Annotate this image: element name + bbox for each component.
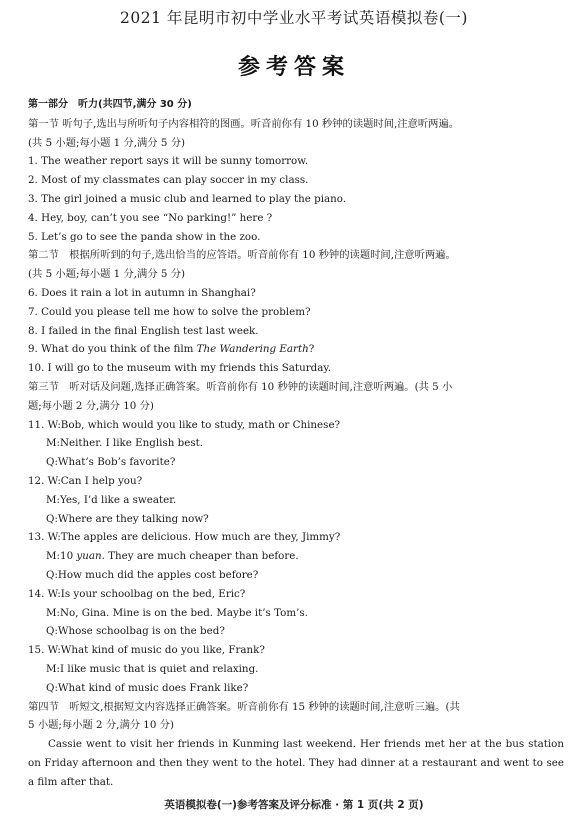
dialogue-15-q: Q:What kind of music does Frank like? xyxy=(46,681,249,694)
section4-scoring: 5 小题;每小题 2 分,满分 10 分) xyxy=(28,719,175,732)
dialogue-12-m: M:Yes, I’d like a sweater. xyxy=(46,493,177,506)
section1-instructions: 第一节 听句子,选出与所听句子内容相符的图画。听音前你有 10 秒钟的读题时间,注意听两遍。 xyxy=(28,117,460,130)
dialogue-14-w: 14. W:Is your schoolbag on the bed, Eric? xyxy=(28,587,246,600)
dialogue-11-m: M:Neither. I like English best. xyxy=(46,437,204,450)
item-7: 7. Could you please tell me how to solve the problem? xyxy=(28,305,311,318)
document-title: 参考答案 xyxy=(237,55,350,80)
dialogue-12-w: 12. W:Can I help you? xyxy=(28,474,143,487)
item-2: 2. Most of my classmates can play soccer in my class. xyxy=(28,174,309,187)
item-9-text: 9. What do you think of the film xyxy=(28,343,197,356)
section1-scoring: (共 5 小题;每小题 1 分,满分 5 分) xyxy=(28,136,186,149)
item-6: 6. Does it rain a lot in autumn in Shanghai? xyxy=(28,286,256,299)
passage-text: Cassie went to visit her friends in Kunming last weekend. Her friends met her at the bus station on Friday afternoon and then they went to the hotel. They had dinner at a restaurant and went to see a film after that. xyxy=(28,738,564,788)
yuan-word: yuan xyxy=(76,550,102,563)
page-footer: 英语模拟卷(一)参考答案及评分标准 · 第 1 页(共 2 页) xyxy=(164,799,424,811)
dialogue-11-w: 11. W:Bob, which would you like to study, math or Chinese? xyxy=(28,418,341,431)
section3-instructions: 第三节 听对话及问题,选择正确答案。听音前你有 10 秒钟的读题时间,注意听两遍。(共 5 小 xyxy=(28,380,453,393)
dialogue-14-m: M:No, Gina. Mine is on the bed. Maybe it’s Tom’s. xyxy=(46,606,308,619)
dialogue-11-q: Q:What’s Bob’s favorite? xyxy=(46,456,176,469)
dialogue-12-q: Q:Where are they talking now? xyxy=(46,512,209,525)
item-5: 5. Let’s go to see the panda show in the zoo. xyxy=(28,230,261,243)
item-10: 10. I will go to the museum with my friends this Saturday. xyxy=(28,362,332,375)
part1-heading: 第一部分 听力(共四节,满分 30 分) xyxy=(28,99,192,110)
section2-instructions: 第二节 根据所听到的句子,选出恰当的应答语。听音前你有 10 秒钟的读题时间,注意听两遍。 xyxy=(28,249,456,262)
dialogue-13-w: 13. W:The apples are delicious. How much are they, Jimmy? xyxy=(28,531,341,544)
dialogue-13-q: Q:How much did the apples cost before? xyxy=(46,568,259,581)
section4-instructions: 第四节 听短文,根据短文内容选择正确答案。听音前你有 15 秒钟的读题时间,注意听三遍。(共 xyxy=(28,700,460,713)
item-8: 8. I failed in the final English test last week. xyxy=(28,324,259,337)
item-3: 3. The girl joined a music club and learned to play the piano. xyxy=(28,192,347,205)
dialogue-13-m-start: M:10 xyxy=(46,550,77,563)
dialogue-14-q: Q:Whose schoolbag is on the bed? xyxy=(46,625,225,638)
dialogue-13-m xyxy=(28,547,564,566)
exam-title: 2021 年昆明市初中学业水平考试英语模拟卷(一) xyxy=(120,9,468,27)
item-4: 4. Hey, boy, can’t you see “No parking!” here ? xyxy=(28,211,273,224)
film-title: The Wandering Earth xyxy=(196,343,309,356)
dialogue-13-m-end: . They are much cheaper than before. xyxy=(101,550,299,563)
section2-scoring: (共 5 小题;每小题 1 分,满分 5 分) xyxy=(28,268,186,281)
item-9 xyxy=(28,340,564,359)
item-1: 1. The weather report says it will be sunny tomorrow. xyxy=(28,155,309,168)
dialogue-15-w: 15. W:What kind of music do you like, Frank? xyxy=(28,644,265,657)
answer-content xyxy=(28,96,564,791)
dialogue-15-m: M:I like music that is quiet and relaxing. xyxy=(46,662,259,675)
section3-scoring: 题;每小题 2 分,满分 10 分) xyxy=(28,399,154,412)
item-9-end: ? xyxy=(308,343,315,356)
